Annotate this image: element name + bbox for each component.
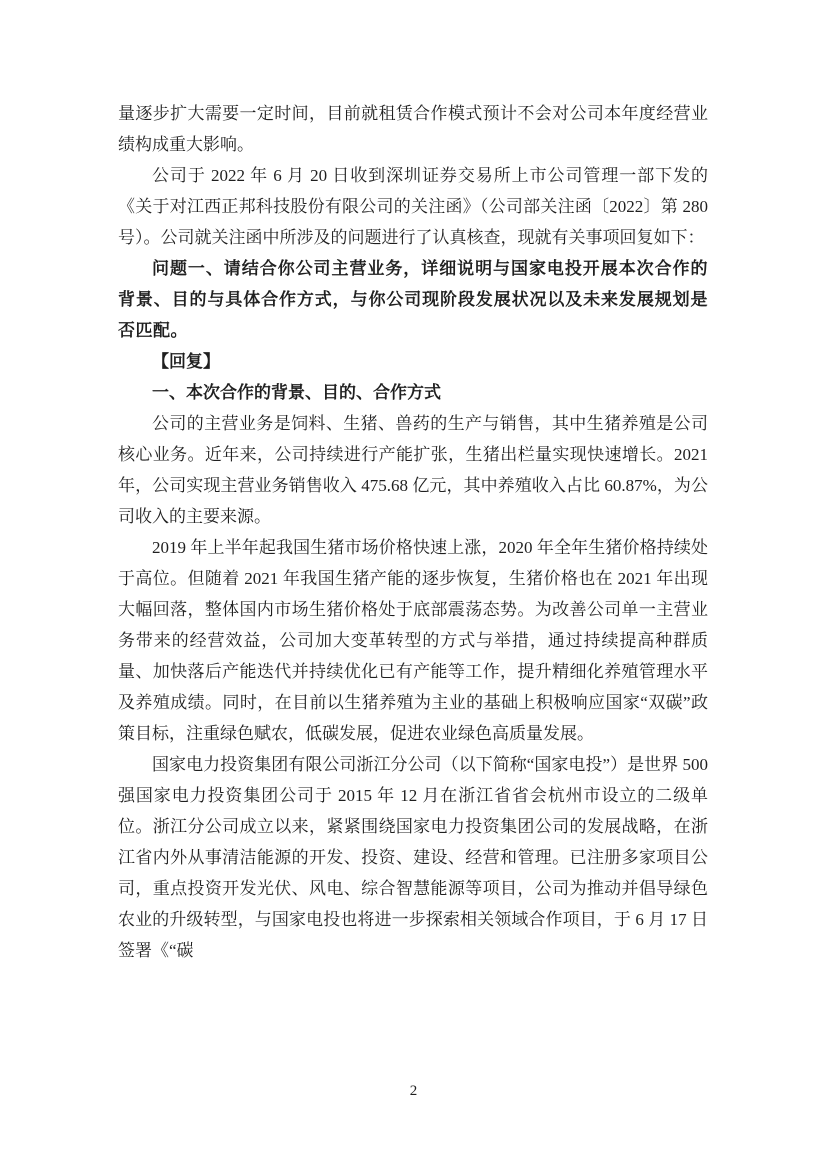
section-heading-cooperation: 一、本次合作的背景、目的、合作方式: [152, 383, 441, 402]
paragraph-inquiry-letter-intro: 公司于 2022 年 6 月 20 日收到深圳证券交易所上市公司管理一部下发的《关于对江西正邦科技股份有限公司的关注函》（公司部关注函〔2022〕第 280 号）。公司就关注函中所涉及的问题进行了认真核查，现就有关事项回复如下：: [118, 166, 708, 247]
paragraph-main-business: 公司的主营业务是饲料、生猪、兽药的生产与销售，其中生猪养殖是公司核心业务。近年来，公司持续进行产能扩张，生猪出栏量实现快速增长。2021 年，公司实现主营业务销售收入 475.68 亿元，其中养殖收入占比 60.87%，为公司收入的主要来源。: [118, 414, 708, 526]
reply-label: 【回复】: [152, 352, 220, 371]
text-content: [118, 98, 708, 966]
page-number: 2: [409, 1083, 418, 1099]
paragraph-lease-impact: 量逐步扩大需要一定时间，目前就租赁合作模式预计不会对公司本年度经营业绩构成重大影响。: [118, 104, 708, 154]
paragraph-spic-partner: 国家电力投资集团有限公司浙江分公司（以下简称“国家电投”）是世界 500 强国家电力投资集团公司于 2015 年 12 月在浙江省省会杭州市设立的二级单位。浙江分公司成立以来，紧紧围绕国家电力投资集团公司的发展战略，在浙江省内外从事清洁能源的开发、投资、建设、经营和管理。已注册多家项目公司，重点投资开发光伏、风电、综合智慧能源等项目，公司为推动并倡导绿色农业的升级转型，与国家电投也将进一步探索相关领域合作项目，于 6 月 17 日签署《“碳: [118, 755, 708, 960]
paragraph-pig-market: 2019 年上半年起我国生猪市场价格快速上涨，2020 年全年生猪价格持续处于高位。但随着 2021 年我国生猪产能的逐步恢复，生猪价格也在 2021 年出现大幅回落，整体国内市场生猪价格处于底部震荡态势。为改善公司单一主营业务带来的经营效益，公司加大变革转型的方式与举措，通过持续提高种群质量、加快落后产能迭代并持续优化已有产能等工作，提升精细化养殖管理水平及养殖成绩。同时，在目前以生猪养殖为主业的基础上积极响应国家“双碳”政策目标，注重绿色赋农，低碳发展，促进农业绿色高质量发展。: [118, 538, 708, 743]
question-one-paragraph: 问题一、请结合你公司主营业务，详细说明与国家电投开展本次合作的背景、目的与具体合作方式，与你公司现阶段发展状况以及未来发展规划是否匹配。: [118, 259, 708, 340]
